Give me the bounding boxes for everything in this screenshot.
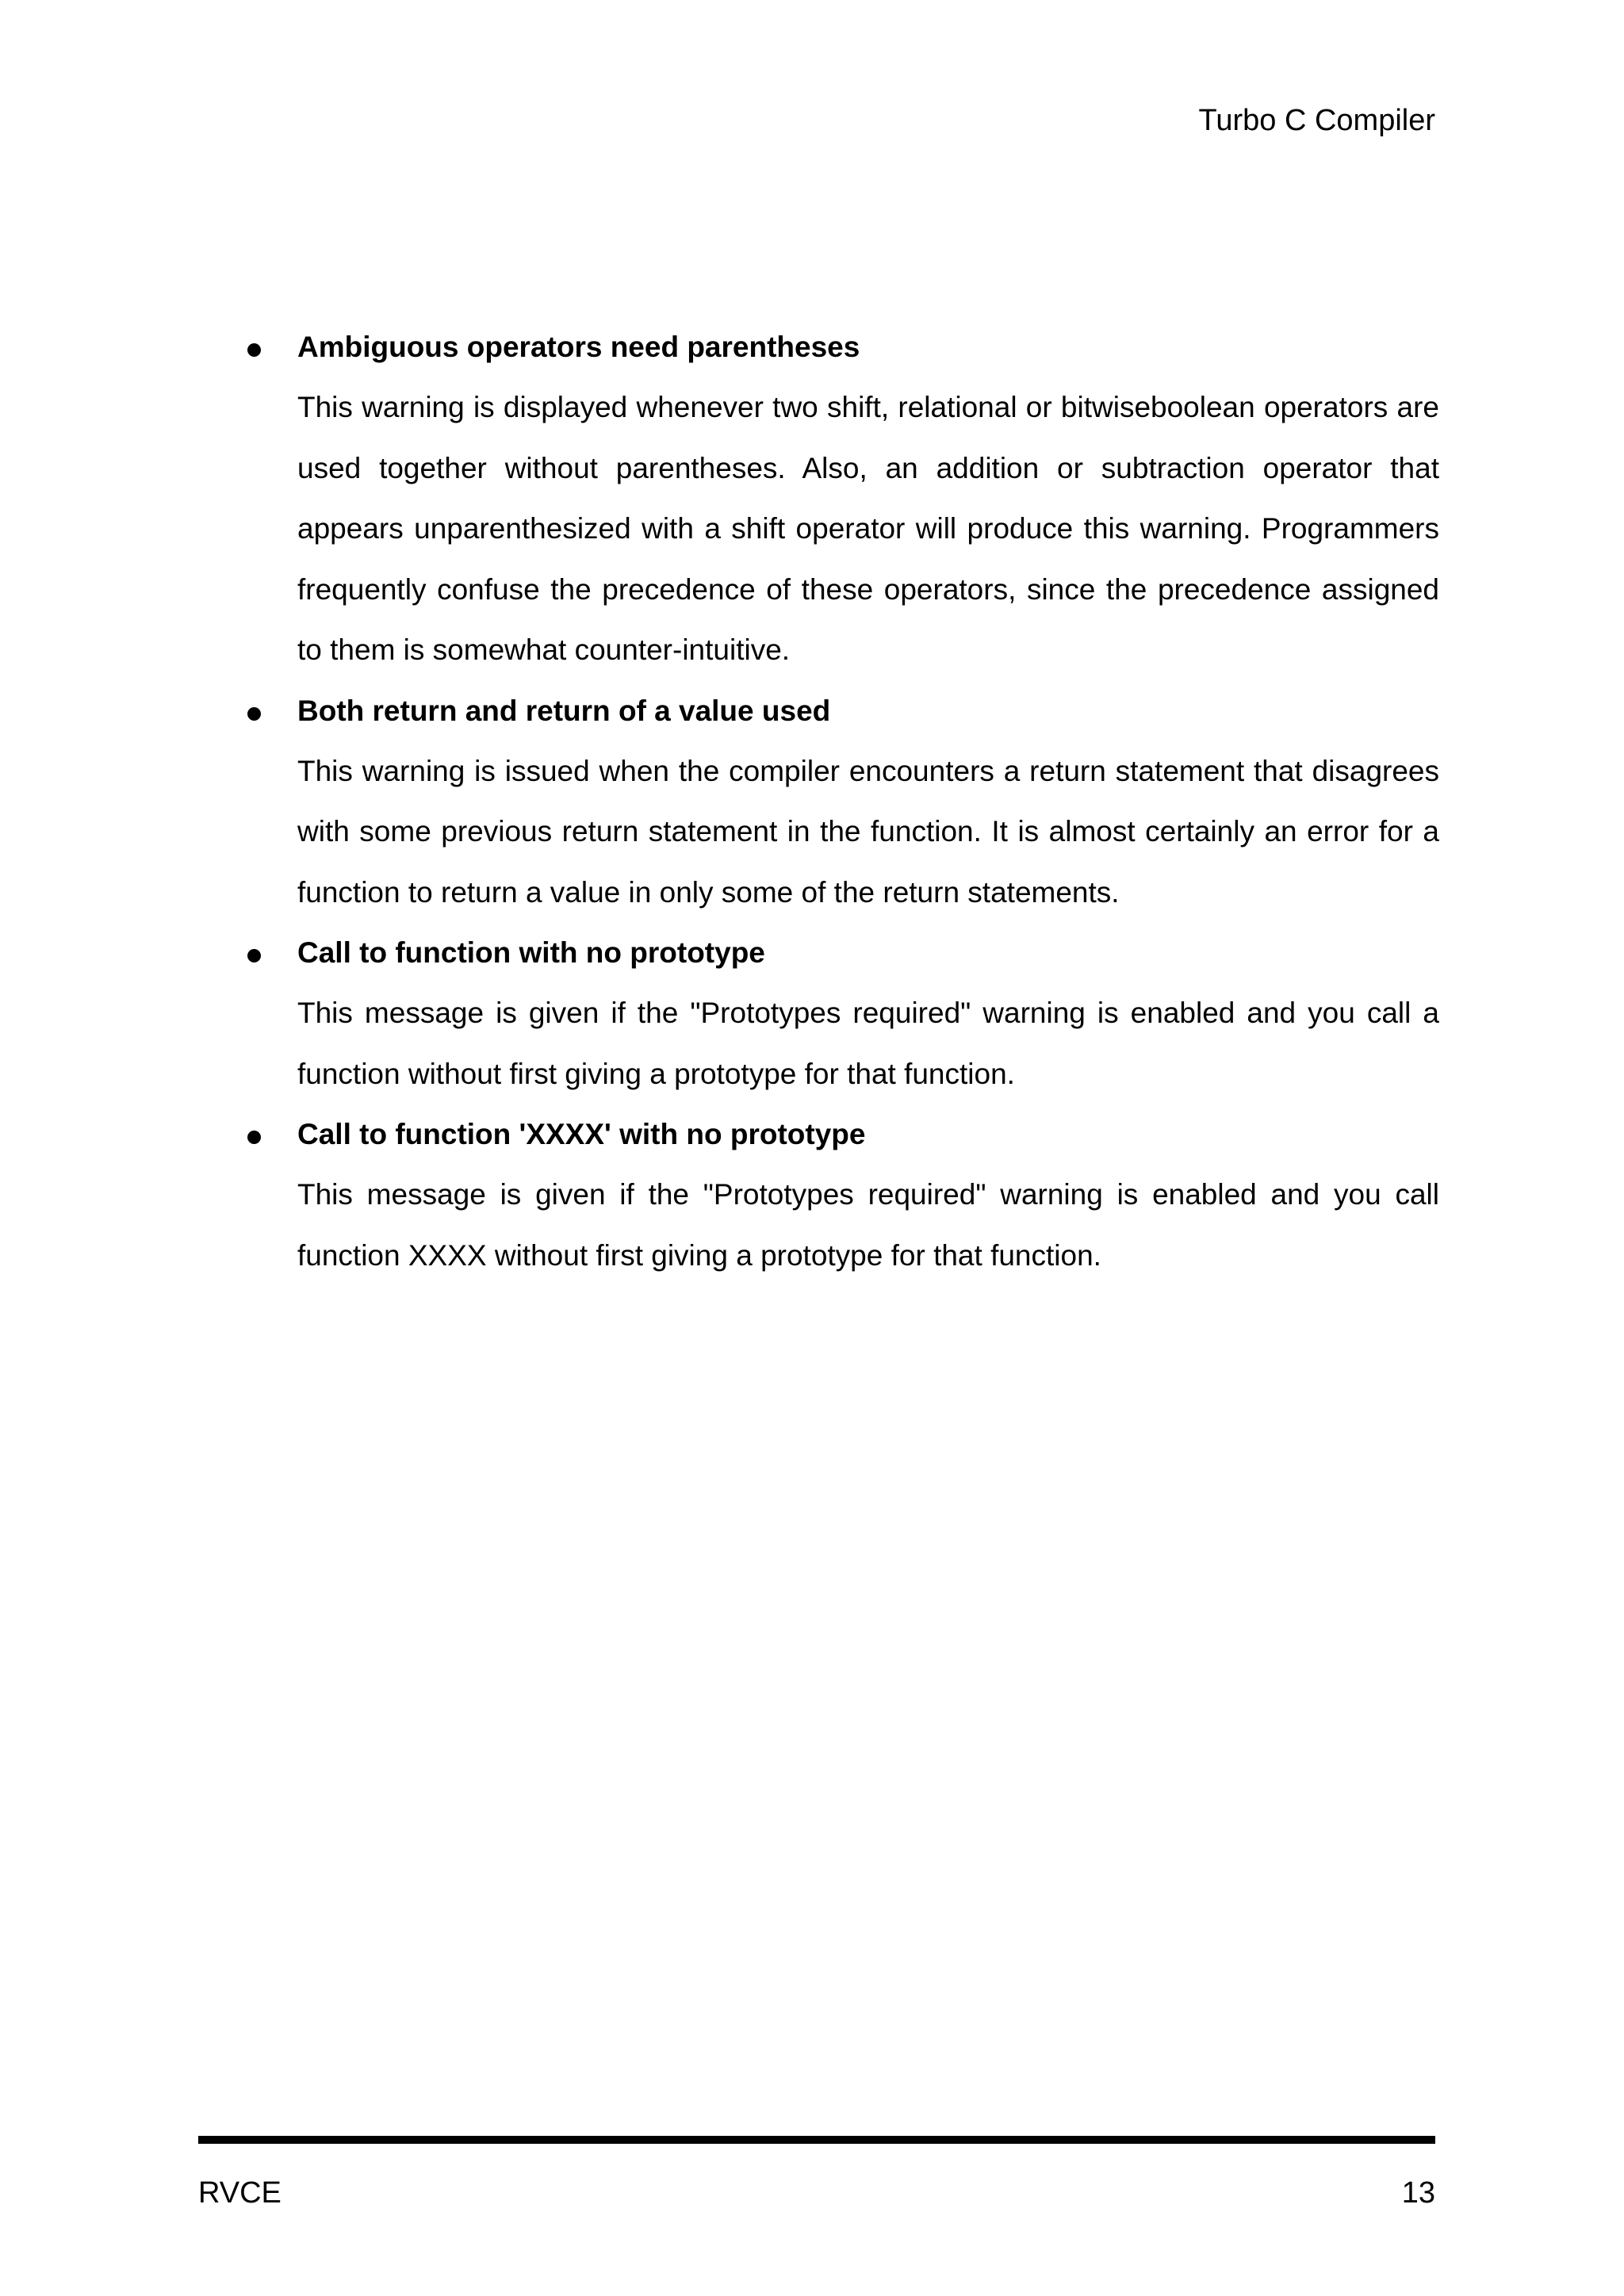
entry-body: This message is given if the "Prototypes required" warning is enabled and you call function XXXX without first giving a prototype for that function. bbox=[297, 1178, 1439, 1272]
footer-divider bbox=[198, 2136, 1435, 2144]
warning-list bbox=[297, 317, 1439, 1286]
list-item bbox=[297, 923, 1439, 1104]
entry-title: Both return and return of a value used bbox=[297, 694, 831, 727]
bullet-icon bbox=[247, 343, 261, 357]
list-item bbox=[297, 317, 1439, 681]
entry-body: This warning is issued when the compiler encounters a return statement that disagrees with some previous return statement in the function. It is almost certainly an error for a function to return a value in only some of the return statements. bbox=[297, 754, 1439, 909]
entry-title: Call to function with no prototype bbox=[297, 936, 765, 969]
bullet-icon bbox=[247, 707, 261, 721]
page-number: 13 bbox=[1401, 2176, 1435, 2210]
bullet-icon bbox=[247, 949, 261, 962]
entry-title: Call to function 'XXXX' with no prototype bbox=[297, 1118, 866, 1150]
list-item bbox=[297, 1104, 1439, 1286]
list-item bbox=[297, 681, 1439, 924]
running-header: Turbo C Compiler bbox=[1198, 104, 1435, 137]
footer-institution: RVCE bbox=[198, 2176, 282, 2210]
bullet-icon bbox=[247, 1131, 261, 1144]
entry-title: Ambiguous operators need parentheses bbox=[297, 331, 860, 363]
entry-body: This message is given if the "Prototypes required" warning is enabled and you call a function without first giving a prototype for that function. bbox=[297, 997, 1439, 1090]
entry-body: This warning is displayed whenever two shift, relational or bitwiseboolean operators are used together without parentheses. Also, an addition or subtraction operator that appears unparenthesized with a shift operator will produce this warning. Programmers frequently confuse the precedence of these operators, since the precedence assigned to them is somewhat counter-intuitive. bbox=[297, 391, 1439, 666]
